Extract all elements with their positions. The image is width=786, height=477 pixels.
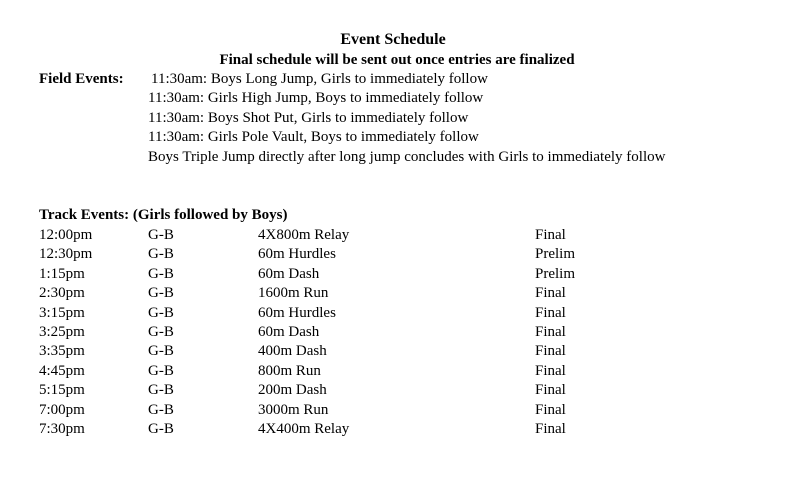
event-group: G-B	[148, 323, 174, 340]
event-time: 3:35pm	[39, 343, 85, 360]
event-time: 12:00pm	[39, 227, 93, 243]
page-subtitle: Final schedule will be sent out once entries are finalized	[219, 52, 575, 68]
field-event-line: 11:30am: Boys Long Jump, Girls to immediately follow	[151, 71, 488, 87]
event-round: Final	[535, 401, 566, 418]
event-time: 7:30pm	[39, 420, 85, 437]
event-name: 60m Dash	[258, 323, 320, 340]
event-group: G-B	[148, 285, 174, 302]
page-title: Event Schedule	[340, 31, 446, 48]
event-group: G-B	[148, 420, 174, 437]
event-time: 3:25pm	[39, 323, 85, 340]
event-group: G-B	[148, 362, 174, 379]
event-round: Final	[535, 227, 566, 243]
event-name: 200m Dash	[258, 382, 327, 399]
event-time: 12:30pm	[39, 246, 93, 263]
track-events-heading: Track Events: (Girls followed by Boys)	[39, 207, 288, 223]
event-name: 1600m Run	[258, 285, 329, 302]
field-event-line: Boys Triple Jump directly after long jump concludes with Girls to immediately follow	[148, 148, 666, 165]
event-time: 1:15pm	[39, 265, 85, 282]
event-time: 3:15pm	[39, 304, 85, 321]
event-time: 4:45pm	[39, 362, 85, 379]
event-round: Final	[535, 285, 566, 302]
event-name: 60m Hurdles	[258, 246, 336, 263]
event-group: G-B	[148, 265, 174, 282]
event-time: 7:00pm	[39, 401, 85, 418]
event-round: Prelim	[535, 265, 575, 282]
field-event-line: 11:30am: Girls High Jump, Boys to immediately follow	[148, 90, 484, 107]
event-name: 4X400m Relay	[258, 420, 350, 437]
field-events-list	[148, 70, 665, 167]
event-name: 3000m Run	[258, 401, 329, 418]
event-name: 800m Run	[258, 362, 321, 379]
event-round: Prelim	[535, 246, 575, 263]
event-group: G-B	[148, 343, 174, 360]
event-round: Final	[535, 323, 566, 340]
event-name: 4X800m Relay	[258, 227, 350, 243]
event-group: G-B	[148, 382, 174, 399]
event-name: 400m Dash	[258, 343, 327, 360]
event-name: 60m Hurdles	[258, 304, 336, 321]
field-event-line: 11:30am: Girls Pole Vault, Boys to immediately follow	[148, 129, 479, 146]
event-round: Final	[535, 343, 566, 360]
event-group: G-B	[148, 304, 174, 321]
event-round: Final	[535, 304, 566, 321]
event-round: Final	[535, 362, 566, 379]
event-name: 60m Dash	[258, 265, 320, 282]
event-time: 2:30pm	[39, 285, 85, 302]
event-round: Final	[535, 420, 566, 437]
field-events-label: Field Events:	[39, 71, 124, 87]
event-group: G-B	[148, 401, 174, 418]
field-event-line: 11:30am: Boys Shot Put, Girls to immediately follow	[148, 109, 469, 126]
event-round: Final	[535, 382, 566, 399]
event-group: G-B	[148, 246, 174, 263]
event-group: G-B	[148, 227, 174, 243]
event-time: 5:15pm	[39, 382, 85, 399]
